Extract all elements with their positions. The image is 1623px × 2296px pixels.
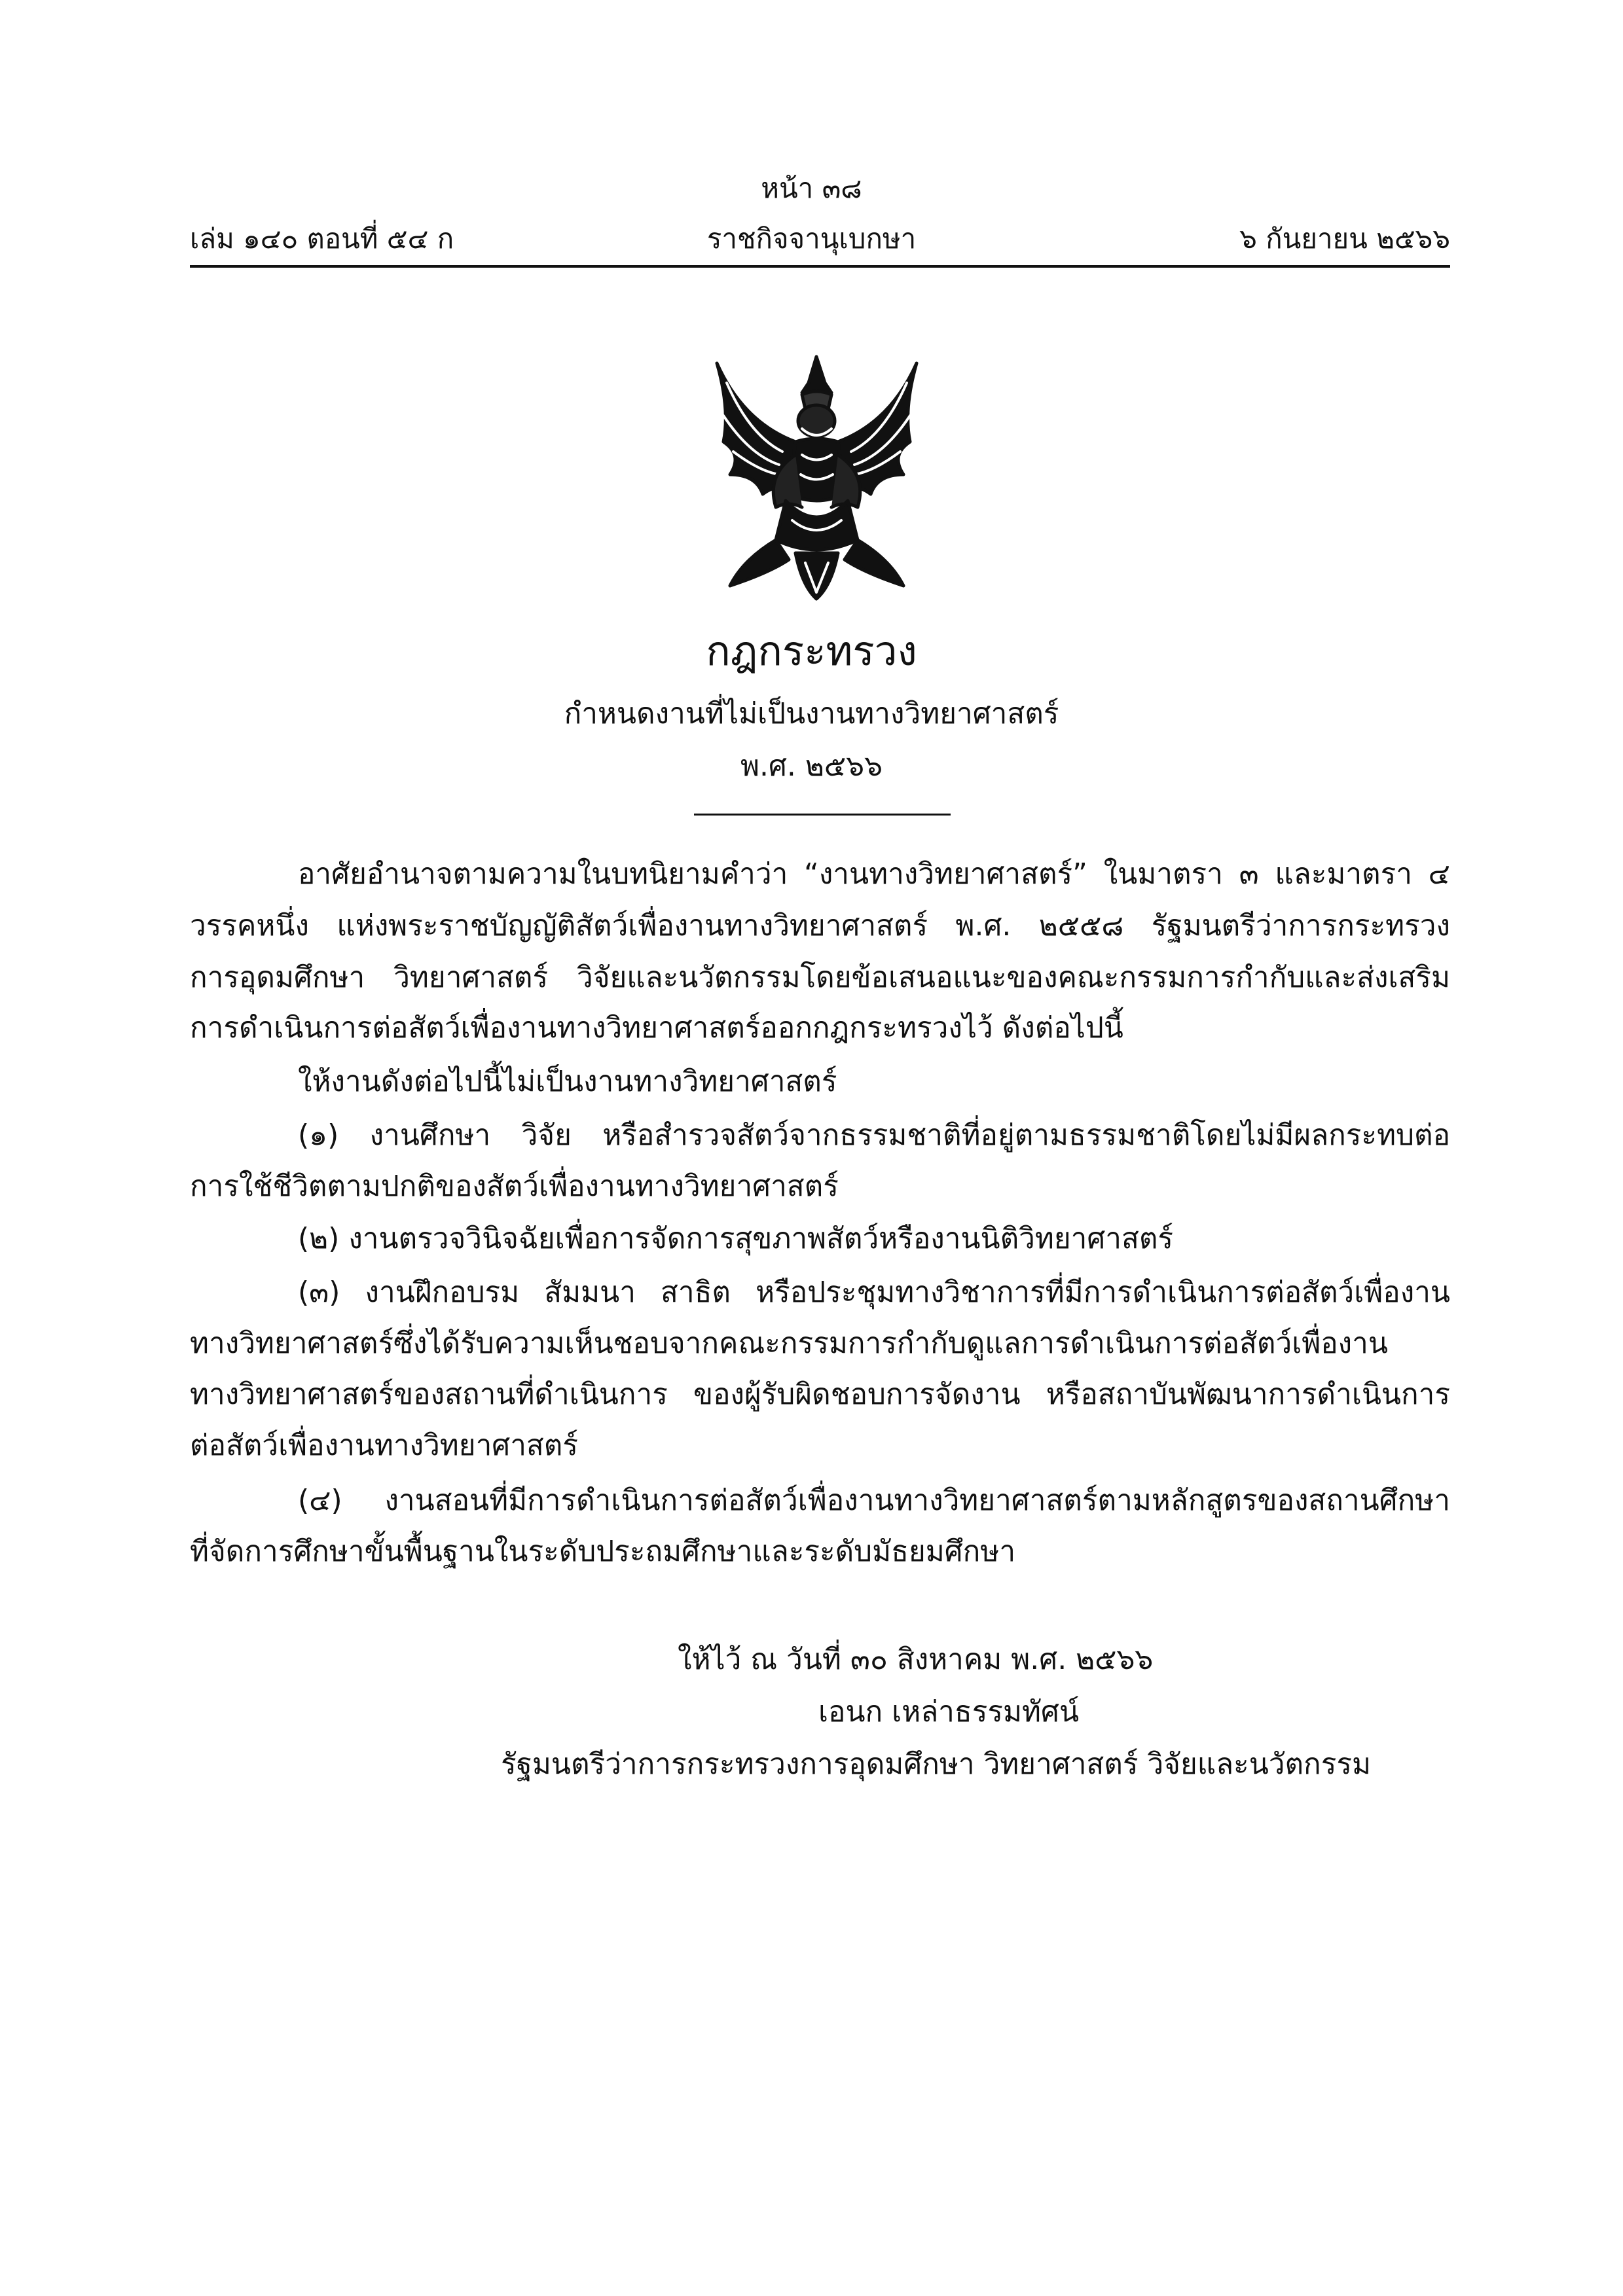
- item2-line-1: (๒) งานตรวจวินิจฉัยเพื่อการจัดการสุขภาพสัตว์หรืองานนิติวิทยาศาสตร์: [298, 1222, 1174, 1255]
- title-rule: [694, 814, 951, 816]
- preamble-line-3: การอุดมศึกษา วิทยาศาสตร์ วิจัยและนวัตกรรมโดยข้อเสนอแนะของคณะกรรมการกำกับและส่งเสริม: [190, 961, 1450, 994]
- header-rule: [190, 265, 1450, 268]
- item1-line-2: การใช้ชีวิตตามปกติของสัตว์เพื่องานทางวิทยาศาสตร์: [190, 1170, 839, 1203]
- item1-line-1: (๑) งานศึกษา วิจัย หรือสำรวจสัตว์จากธรรมชาติที่อยู่ตามธรรมชาติโดยไม่มีผลกระทบต่อ: [298, 1119, 1450, 1152]
- document-subtitle: กำหนดงานที่ไม่เป็นงานทางวิทยาศาสตร์: [564, 697, 1059, 730]
- item3-line-3: ทางวิทยาศาสตร์ของสถานที่ดำเนินการ ของผู้รับผิดชอบการจัดงาน หรือสถาบันพัฒนาการดำเนินการ: [190, 1378, 1450, 1411]
- preamble-line-4: การดำเนินการต่อสัตว์เพื่องานทางวิทยาศาสตร์ออกกฎกระทรวงไว้ ดังต่อไปนี้: [190, 1011, 1123, 1045]
- item4-line-1: (๔) งานสอนที่มีการดำเนินการต่อสัตว์เพื่องานทางวิทยาศาสตร์ตามหลักสูตรของสถานศึกษา: [298, 1484, 1450, 1517]
- volume-issue: เล่ม ๑๔๐ ตอนที่ ๕๔ ก: [190, 223, 454, 255]
- preamble-line-1: อาศัยอำนาจตามความในบทนิยามคำว่า “งานทางวิทยาศาสตร์” ในมาตรา ๓ และมาตรา ๔: [298, 857, 1450, 891]
- garuda-emblem-icon: [704, 344, 930, 605]
- document-title: กฎกระทรวง: [706, 627, 917, 675]
- page-number: หน้า ๓๘: [761, 172, 862, 204]
- publish-date: ๖ กันยายน ๒๕๖๖: [1239, 223, 1450, 255]
- gazette-name: ราชกิจจานุเบกษา: [706, 223, 917, 255]
- item3-line-1: (๓) งานฝึกอบรม สัมมนา สาธิต หรือประชุมทางวิชาการที่มีการดำเนินการต่อสัตว์เพื่องาน: [298, 1276, 1450, 1309]
- item3-line-4: ต่อสัตว์เพื่องานทางวิทยาศาสตร์: [190, 1429, 578, 1462]
- item3-line-2: ทางวิทยาศาสตร์ซึ่งได้รับความเห็นชอบจากคณะกรรมการกำกับดูแลการดำเนินการต่อสัตว์เพื่องาน: [190, 1327, 1388, 1360]
- given-date: ให้ไว้ ณ วันที่ ๓๐ สิงหาคม พ.ศ. ๒๕๖๖: [678, 1643, 1154, 1676]
- signatory-name: เอนก เหล่าธรรมทัศน์: [818, 1695, 1080, 1729]
- document-year: พ.ศ. ๒๕๖๖: [740, 749, 883, 783]
- signatory-position: รัฐมนตรีว่าการกระทรวงการอุดมศึกษา วิทยาศาสตร์ วิจัยและนวัตกรรม: [501, 1748, 1371, 1781]
- intro-line: ให้งานดังต่อไปนี้ไม่เป็นงานทางวิทยาศาสตร์: [298, 1065, 837, 1098]
- item4-line-2: ที่จัดการศึกษาขั้นพื้นฐานในระดับประถมศึกษาและระดับมัธยมศึกษา: [190, 1535, 1016, 1568]
- preamble-line-2: วรรคหนึ่ง แห่งพระราชบัญญัติสัตว์เพื่องานทางวิทยาศาสตร์ พ.ศ. ๒๕๕๘ รัฐมนตรีว่าการกระทรวง: [190, 909, 1450, 942]
